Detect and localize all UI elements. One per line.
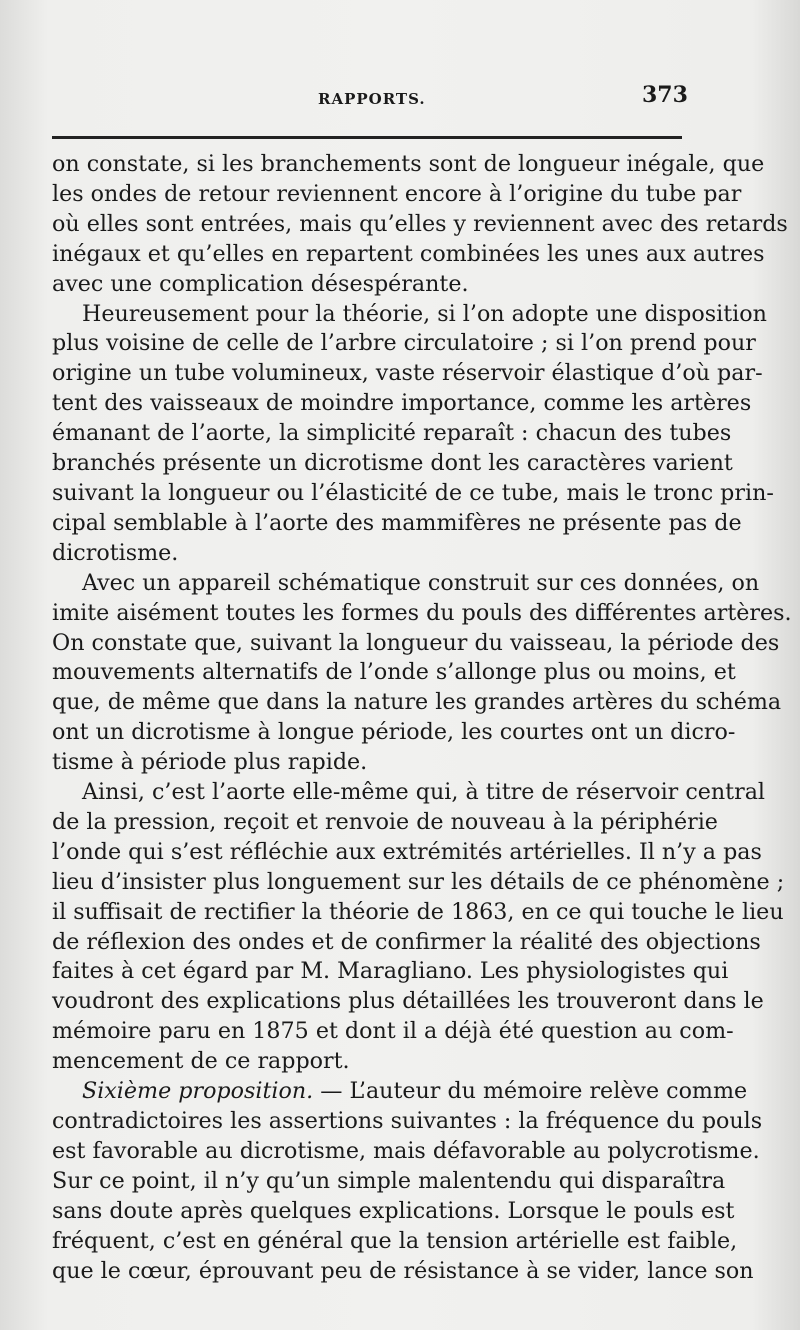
text-line: fréquent, c’est en général que la tension artérielle est faible, (52, 1227, 738, 1254)
text-line: dicrotisme. (52, 539, 179, 566)
page-number: 373 (642, 82, 688, 108)
text-line: l’onde qui s’est réfléchie aux extrémités artérielles. Il n’y a pas (52, 838, 762, 865)
text-line: ont un dicrotisme à longue période, les courtes ont un dicro- (52, 719, 736, 746)
page-header (0, 82, 800, 122)
paragraph (52, 569, 792, 778)
text-line: origine un tube volumineux, vaste réservoir élastique d’où par- (52, 360, 763, 387)
text-line: plus voisine de celle de l’arbre circulatoire ; si l’on prend pour (52, 330, 756, 357)
section-lead: Sixième proposition. (82, 1078, 314, 1105)
text-line: Avec un appareil schématique construit sur ces données, on (82, 569, 760, 596)
text-line: imite aisément toutes les formes du pouls des différentes artères. (52, 599, 792, 626)
text-line: contradictoires les assertions suivantes : la fréquence du pouls (52, 1108, 763, 1134)
text-line: voudront des explications plus détaillées les trouveront dans le (52, 988, 764, 1015)
text-line: mencement de ce rapport. (52, 1048, 350, 1075)
text-line: émanant de l’aorte, la simplicité reparaît : chacun des tubes (52, 420, 732, 447)
paragraph (52, 778, 785, 1077)
text-line: que le cœur, éprouvant peu de résistance à se vider, lance son (52, 1257, 754, 1284)
text-line: mémoire paru en 1875 et dont il a déjà été question au com- (52, 1018, 734, 1045)
text-line: on constate, si les branchements sont de longueur inégale, que (52, 151, 765, 177)
text-line: où elles sont entrées, mais qu’elles y reviennent avec des retards (52, 210, 788, 237)
text-line: Sur ce point, il n’y qu’un simple malentendu qui disparaîtra (52, 1167, 726, 1194)
text-line: de réflexion des ondes et de confirmer la réalité des objections (52, 928, 761, 955)
paragraph (52, 300, 774, 569)
paragraph (52, 1077, 763, 1286)
text-line (52, 1077, 748, 1107)
header-rule (52, 136, 682, 139)
text-line: que, de même que dans la nature les grandes artères du schéma (52, 689, 782, 716)
text-line: cipal semblable à l’aorte des mammifères ne présente pas de (52, 509, 742, 536)
text-line: tisme à période plus rapide. (52, 749, 368, 776)
body-text (52, 150, 792, 1286)
text-line: avec une complication désespérante. (52, 270, 469, 297)
running-head: RAPPORTS. (318, 90, 426, 108)
text-line: sans doute après quelques explications. Lorsque le pouls est (52, 1197, 735, 1224)
text-line: est favorable au dicrotisme, mais défavorable au polycrotisme. (52, 1137, 760, 1164)
text-line: suivant la longueur ou l’élasticité de ce tube, mais le tronc prin- (52, 479, 774, 506)
text-line: mouvements alternatifs de l’onde s’allonge plus ou moins, et (52, 659, 736, 686)
text-line: On constate que, suivant la longueur du vaisseau, la période des (52, 629, 780, 656)
text-fragment: — L’auteur du mémoire relève comme (313, 1078, 748, 1105)
text-line: de la pression, reçoit et renvoie de nouveau à la périphérie (52, 808, 718, 835)
text-line: lieu d’insister plus longuement sur les détails de ce phénomène ; (52, 868, 785, 895)
paragraph (52, 150, 788, 300)
text-line: les ondes de retour reviennent encore à l’origine du tube par (52, 180, 742, 207)
text-line: Heureusement pour la théorie, si l’on adopte une disposition (82, 300, 767, 327)
text-line: tent des vaisseaux de moindre importance, comme les artères (52, 390, 752, 417)
text-line: inégaux et qu’elles en repartent combinées les unes aux autres (52, 240, 765, 267)
text-line: Ainsi, c’est l’aorte elle-même qui, à titre de réservoir central (82, 779, 766, 806)
text-line: il suffisait de rectifier la théorie de 1863, en ce qui touche le lieu (52, 898, 784, 925)
text-line: branchés présente un dicrotisme dont les caractères varient (52, 450, 733, 477)
text-line: faites à cet égard par M. Maragliano. Les physiologistes qui (52, 958, 729, 985)
